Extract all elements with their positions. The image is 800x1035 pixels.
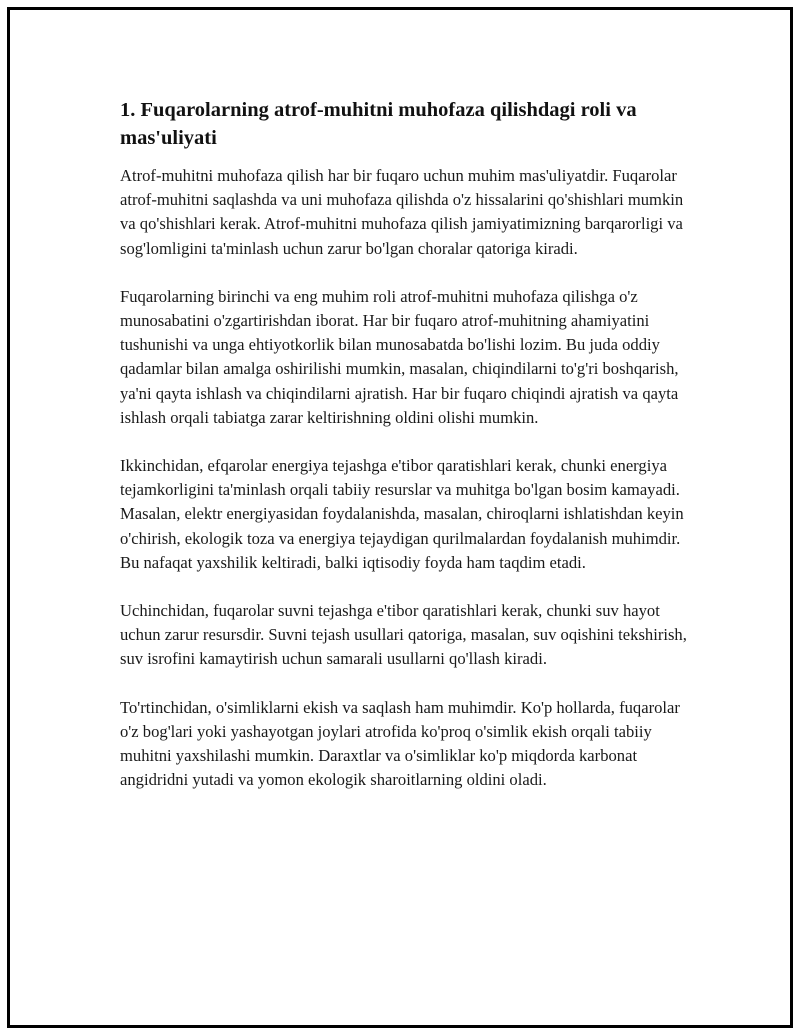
section-title: 1. Fuqarolarning atrof-muhitni muhofaza qilishdagi roli va mas'uliyati bbox=[120, 99, 637, 149]
paragraph-first-role: Fuqarolarning birinchi va eng muhim roli atrof-muhitni muhofaza qilishga o'z munosabatini o'zgartirishdan iborat. Har bir fuqaro atrof-muhitning ahamiyatini tushunishi va unga ehtiyotkorlik bilan munosabatda bo'lishi lozim. Bu juda oddiy qadamlar bilan amalga oshirilishi mumkin, masalan, chiqindilarni to'g'ri boshqarish, ya'ni qayta ishlash va chiqindilarni ajratish. Har bir fuqaro chiqindi ajratish va qayta ishlash orqali tabiatga zarar keltirishning oldini olishi mumkin. bbox=[120, 286, 679, 427]
paragraph-energy-saving: Ikkinchidan, efqarolar energiya tejashga e'tibor qaratishlari kerak, chunki energiya tejamkorligini ta'minlash orqali tabiiy resurslar va muhitga bo'lgan bosim kamayadi. Masalan, elektr energiyasidan foydalanishda, masalan, chiroqlarni ishlatishdan keyin o'chirish, ekologik toza va energiya tejaydigan qurilmalardan foydalanish muhimdir. Bu nafaqat yaxshilik keltiradi, balki iqtisodiy foyda ham taqdim etadi. bbox=[120, 456, 684, 572]
paragraph-intro: Atrof-muhitni muhofaza qilish har bir fuqaro uchun muhim mas'uliyatdir. Fuqarolar atrof-muhitni saqlashda va uni muhofaza qilishda o'z hissalarini qo'shishlari mumkin va qo'shishlari kerak. Atrof-muhitni muhofaza qilish jamiyatimizning barqarorligi va sog'lomligini ta'minlash uchun zarur bo'lgan choralar qatoriga kiradi. bbox=[120, 166, 684, 258]
paragraph-planting: To'rtinchidan, o'simliklarni ekish va saqlash ham muhimdir. Ko'p hollarda, fuqarolar o'z bog'lari yoki yashayotgan joylari atrofida ko'proq o'simlik ekish orqali tabiiy muhitni yaxshilashi mumkin. Daraxtlar va o'simliklar ko'p miqdorda karbonat angidridni yutadi va yomon ekologik sharoitlarning oldini oladi. bbox=[120, 697, 680, 790]
document-body bbox=[120, 96, 700, 816]
paragraph-water-saving: Uchinchidan, fuqarolar suvni tejashga e'tibor qaratishlari kerak, chunki suv hayot uchun zarur resursdir. Suvni tejash usullari qatoriga, masalan, suv oqishini tekshirish, suv isrofini kamaytirish uchun samarali usullarni qo'llash kiradi. bbox=[120, 601, 687, 669]
page-border bbox=[7, 7, 793, 1028]
